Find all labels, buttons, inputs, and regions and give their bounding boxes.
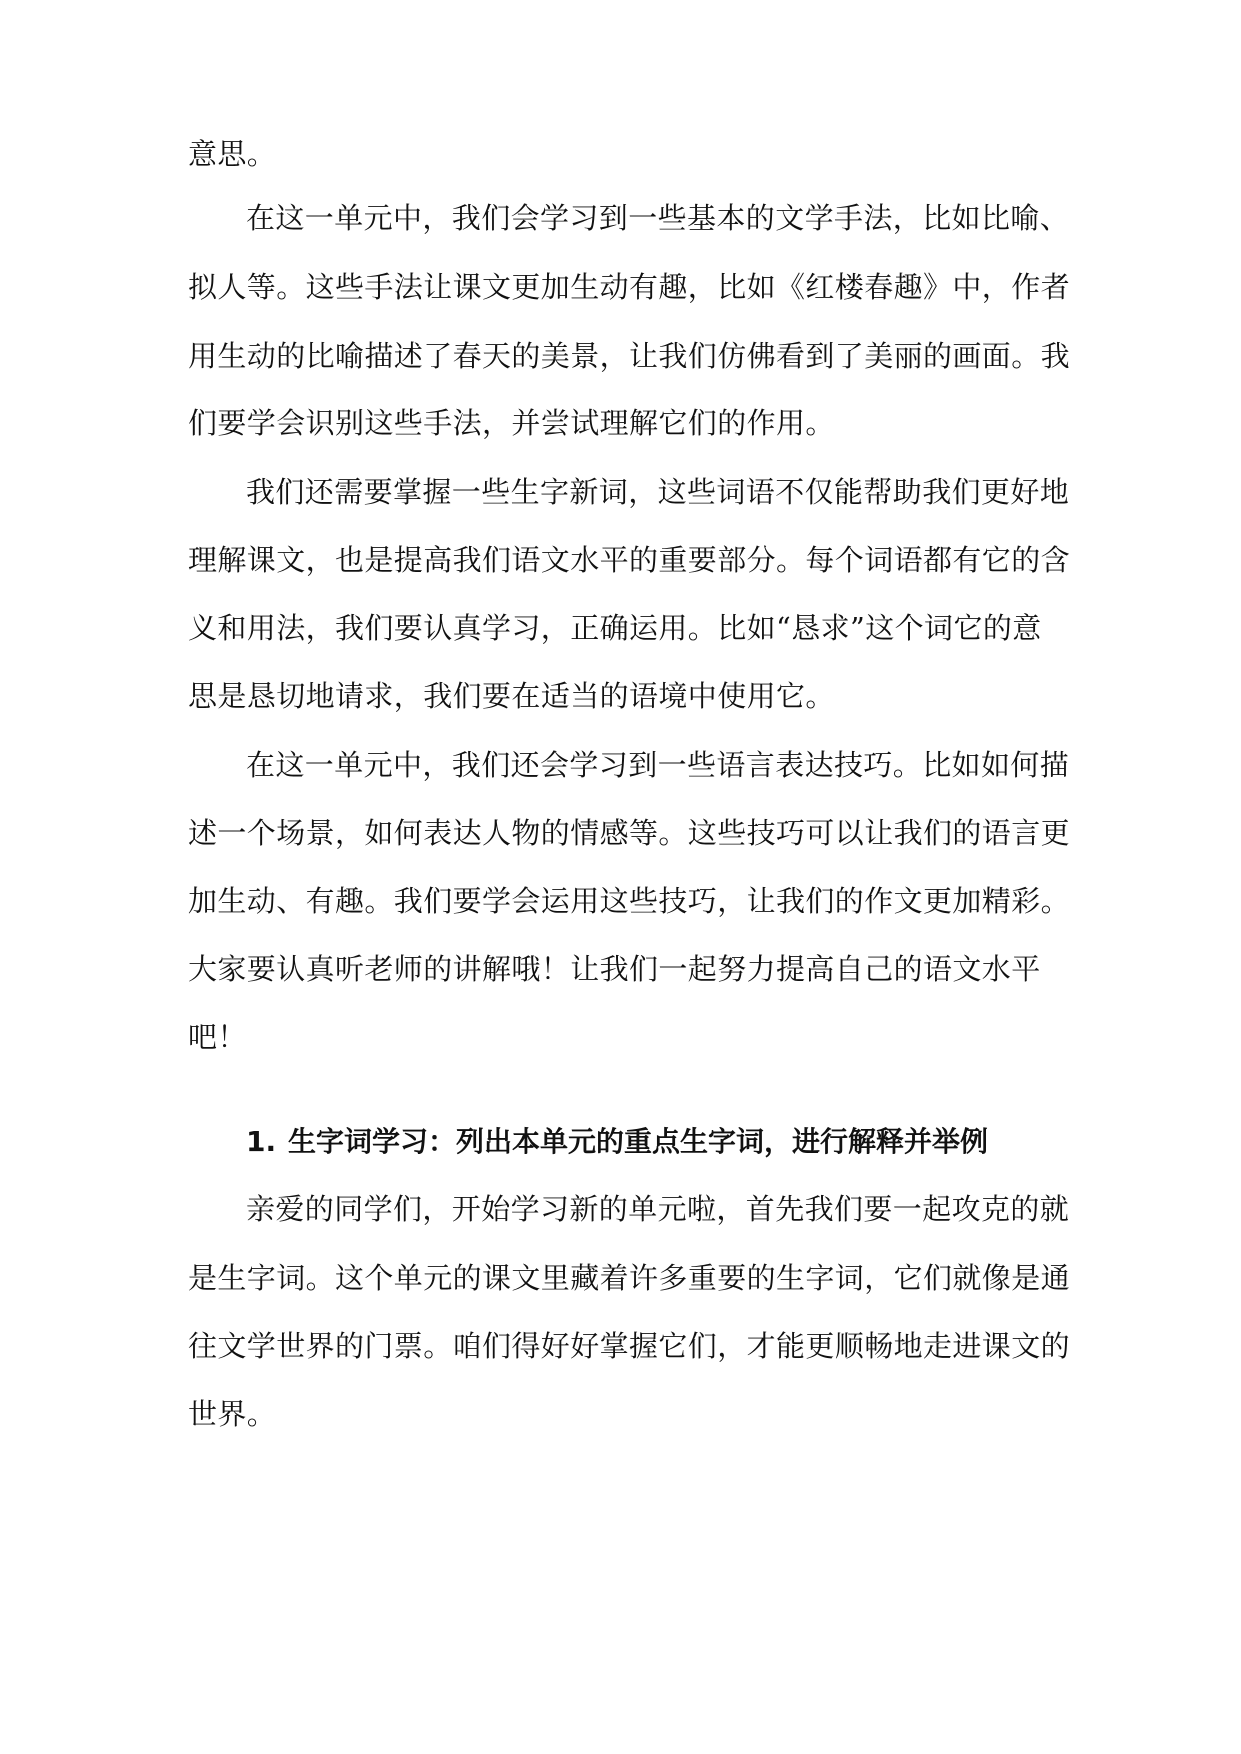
text-line: 们要学会识别这些手法，并尝试理解它们的作用。	[188, 406, 835, 440]
text-line: 义和用法，我们要认真学习，正确运用。比如“恳求”这个词它的意	[188, 611, 1042, 645]
text-line: 大家要认真听老师的讲解哦！让我们一起努力提高自己的语文水平	[188, 952, 1041, 986]
text-line: 述一个场景，如何表达人物的情感等。这些技巧可以让我们的语言更	[188, 816, 1071, 850]
text-line: 往文学世界的门票。咱们得好好掌握它们，才能更顺畅地走进课文的	[188, 1329, 1071, 1363]
section-heading	[246, 1122, 988, 1162]
text-line: 理解课文，也是提高我们语文水平的重要部分。每个词语都有它的含	[188, 543, 1071, 577]
text-line: 亲爱的同学们，开始学习新的单元啦，首先我们要一起攻克的就	[246, 1192, 1070, 1226]
text-line: 是生字词。这个单元的课文里藏着许多重要的生字词，它们就像是通	[188, 1261, 1071, 1295]
text-line: 我们还需要掌握一些生字新词，这些词语不仅能帮助我们更好地	[246, 475, 1070, 509]
text-line: 思是恳切地请求，我们要在适当的语境中使用它。	[188, 679, 835, 713]
text-line: 意思。	[188, 137, 277, 171]
text-line: 加生动、有趣。我们要学会运用这些技巧，让我们的作文更加精彩。	[188, 884, 1071, 918]
text-line: 用生动的比喻描述了春天的美景，让我们仿佛看到了美丽的画面。我	[188, 339, 1071, 373]
text-line: 在这一单元中，我们还会学习到一些语言表达技巧。比如如何描	[246, 748, 1070, 782]
section-title: 生字词学习：列出本单元的重点生字词，进行解释并举例	[288, 1125, 989, 1158]
text-line: 世界。	[188, 1397, 277, 1431]
text-line: 拟人等。这些手法让课文更加生动有趣，比如《红楼春趣》中，作者	[188, 270, 1071, 304]
text-line: 吧！	[188, 1020, 247, 1054]
text-line: 在这一单元中，我们会学习到一些基本的文学手法，比如比喻、	[246, 201, 1070, 235]
section-number: 1.	[246, 1125, 277, 1158]
